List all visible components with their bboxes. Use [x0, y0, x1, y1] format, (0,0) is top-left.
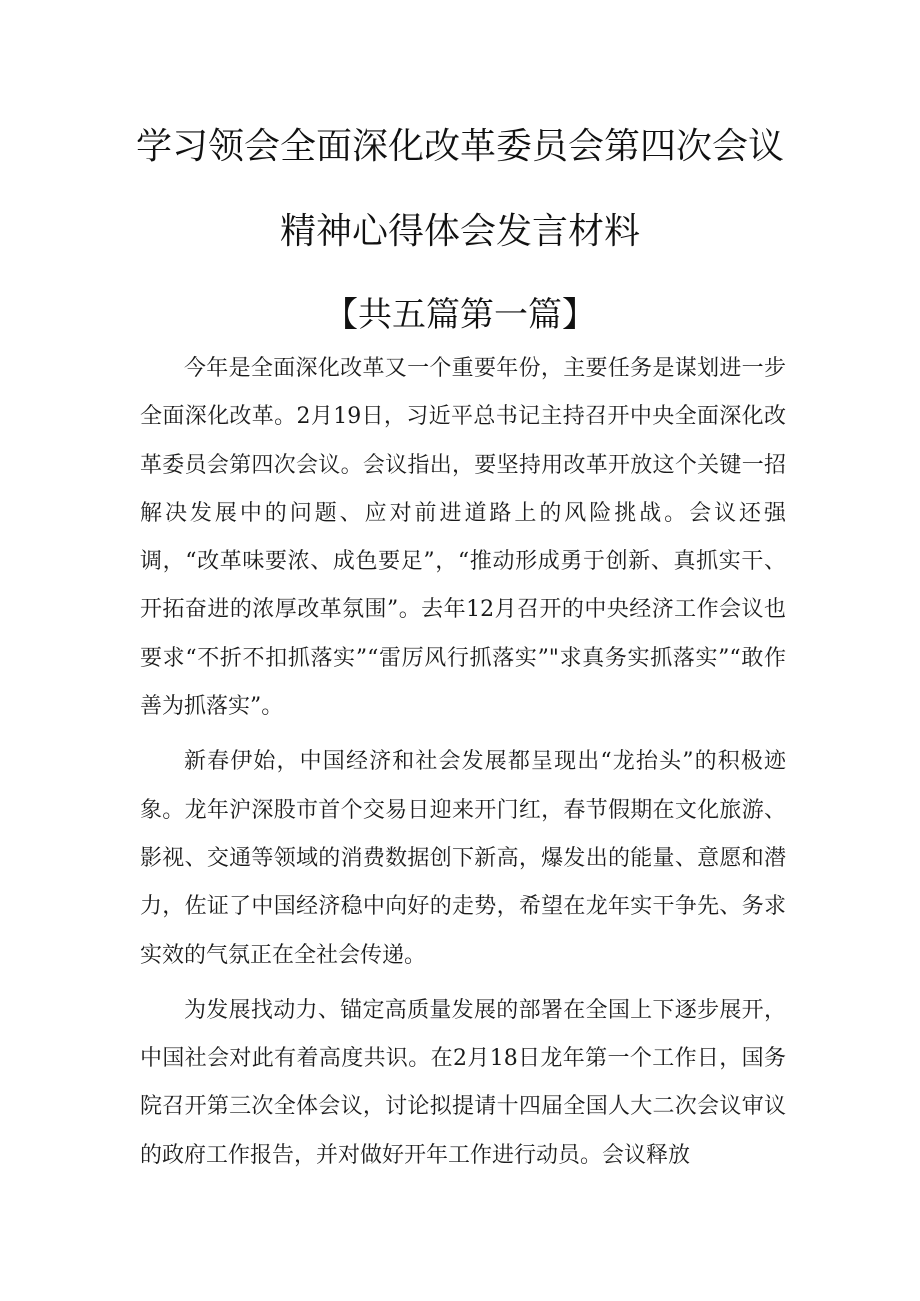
subtitle: 【共五篇第一篇】: [324, 295, 596, 335]
paragraph-1: 今年是全面深化改革又一个重要年份，主要任务是谋划进一步全面深化改革。2月19日，习近平总书记主持召开中央全面深化改革委员会第四次会议。会议指出，要坚持用改革开放这个关键一招解决发展中的问题、应对前进道路上的风险挑战。会议还强调，“改革味要浓、成色要足”，“推动形成勇于创新、真抓实干、开拓奋进的浓厚改革氛围”。去年12月召开的中央经济工作会议也要求“不折不扣抓落实”“雷厉风行抓落实”"求真务实抓落实”“敢作善为抓落实”。: [140, 356, 786, 720]
title-line-1: 学习领会全面深化改革委员会第四次会议: [135, 126, 784, 167]
paragraph-2: 新春伊始，中国经济和社会发展都呈现出“龙抬头”的积极迹象。龙年沪深股市首个交易日迎来开门红，春节假期在文化旅游、影视、交通等领域的消费数据创下新高，爆发出的能量、意愿和潜力，佐证了中国经济稳中向好的走势，希望在龙年实干争先、务求实效的气氛正在全社会传递。: [140, 749, 786, 968]
paragraph-3: 为发展找动力、锚定高质量发展的部署在全国上下逐步展开，中国社会对此有着高度共识。在2月18日龙年第一个工作日，国务院召开第三次全体会议，讨论拟提请十四届全国人大二次会议审议的政府工作报告，并对做好开年工作进行动员。会议释放: [140, 997, 786, 1168]
document-body: [140, 345, 786, 1187]
title-line-2: 精神心得体会发言材料: [279, 211, 640, 252]
